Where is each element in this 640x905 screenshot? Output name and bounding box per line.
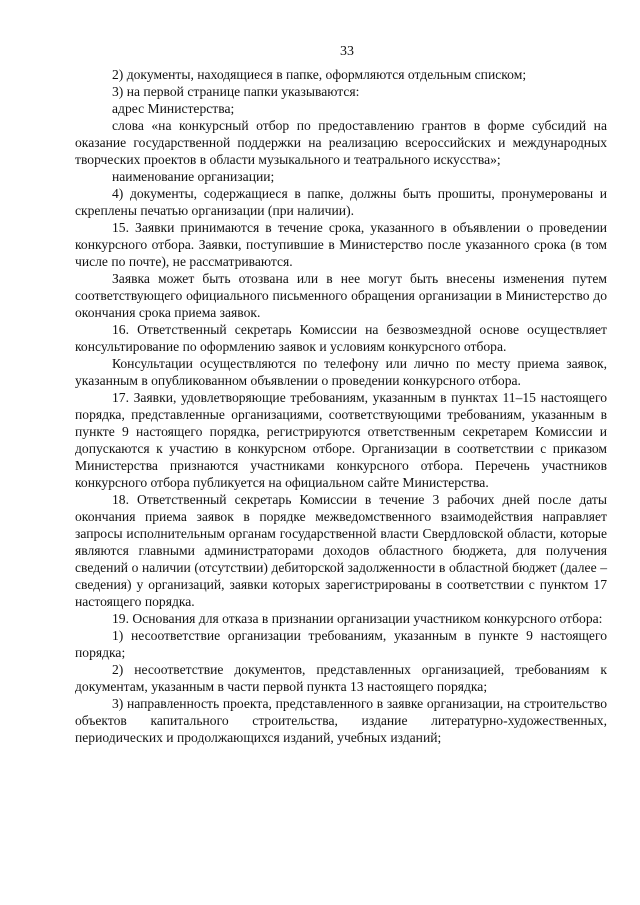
paragraph: 3) направленность проекта, представленного в заявке организации, на строительство объектов капитального строительства, издание литературно-художественных, периодических и продолжающихся изданий, учебных изданий; (75, 696, 607, 745)
paragraph: 18. Ответственный секретарь Комиссии в течение 3 рабочих дней после даты окончания приема заявок в порядке межведомственного взаимодействия направляет запросы исполнительным органам государственной власти Свердловской области, которые являются главными администраторами доходов областного бюджета, для получения сведений о наличии (отсутствии) дебиторской задолженности в областной бюджет (далее – сведения) у организаций, заявки которых зарегистрированы в соответствии с пунктом 17 настоящего порядка. (75, 492, 607, 609)
paragraph: 2) несоответствие документов, представленных организацией, требованиям к документам, указанным в части первой пункта 13 настоящего порядка; (75, 662, 607, 694)
paragraph: адрес Министерства; (112, 101, 235, 116)
paragraph: 19. Основания для отказа в признании организации участником конкурсного отбора: (112, 611, 603, 626)
paragraph: 2) документы, находящиеся в папке, оформляются отдельным списком; (112, 67, 527, 82)
paragraph: 17. Заявки, удовлетворяющие требованиям, указанным в пунктах 11–15 настоящего порядка, представленные организациями, соответствующими требованиям, указанным в пункте 9 настоящего порядка, регистрируются ответственным секретарем Комиссии и допускаются к участию в конкурсном отборе. Организации в соответствии с приказом Министерства признаются участниками конкурсного отбора. Перечень участников конкурсного отбора публикуется на официальном сайте Министерства. (75, 390, 607, 490)
paragraph: Консультации осуществляются по телефону или лично по месту приема заявок, указанным в опубликованном объявлении о проведении конкурсного отбора. (75, 356, 607, 388)
paragraph: Заявка может быть отозвана или в нее могут быть внесены изменения путем соответствующего официального письменного обращения организации в Министерство до окончания срока приема заявок. (75, 271, 607, 320)
paragraph: 15. Заявки принимаются в течение срока, указанного в объявлении о проведении конкурсного отбора. Заявки, поступившие в Министерство после указанного срока (в том числе по почте), не рассматриваются. (75, 220, 607, 269)
paragraph: 1) несоответствие организации требованиям, указанным в пункте 9 настоящего порядка; (75, 628, 607, 660)
paragraph: 4) документы, содержащиеся в папке, должны быть прошиты, пронумерованы и скреплены печатью организации (при наличии). (75, 186, 607, 218)
paragraph: 16. Ответственный секретарь Комиссии на безвозмездной основе осуществляет консультирование по оформлению заявок и условиям конкурсного отбора. (75, 322, 607, 354)
paragraph: наименование организации; (112, 169, 275, 184)
paragraph: слова «на конкурсный отбор по предоставлению грантов в форме субсидий на оказание государственной поддержки на реализацию всероссийских и международных творческих проектов в области музыкального и театрального искусства»; (75, 118, 607, 167)
paragraph: 3) на первой странице папки указываются: (112, 84, 360, 99)
page-number: 33 (340, 44, 354, 59)
